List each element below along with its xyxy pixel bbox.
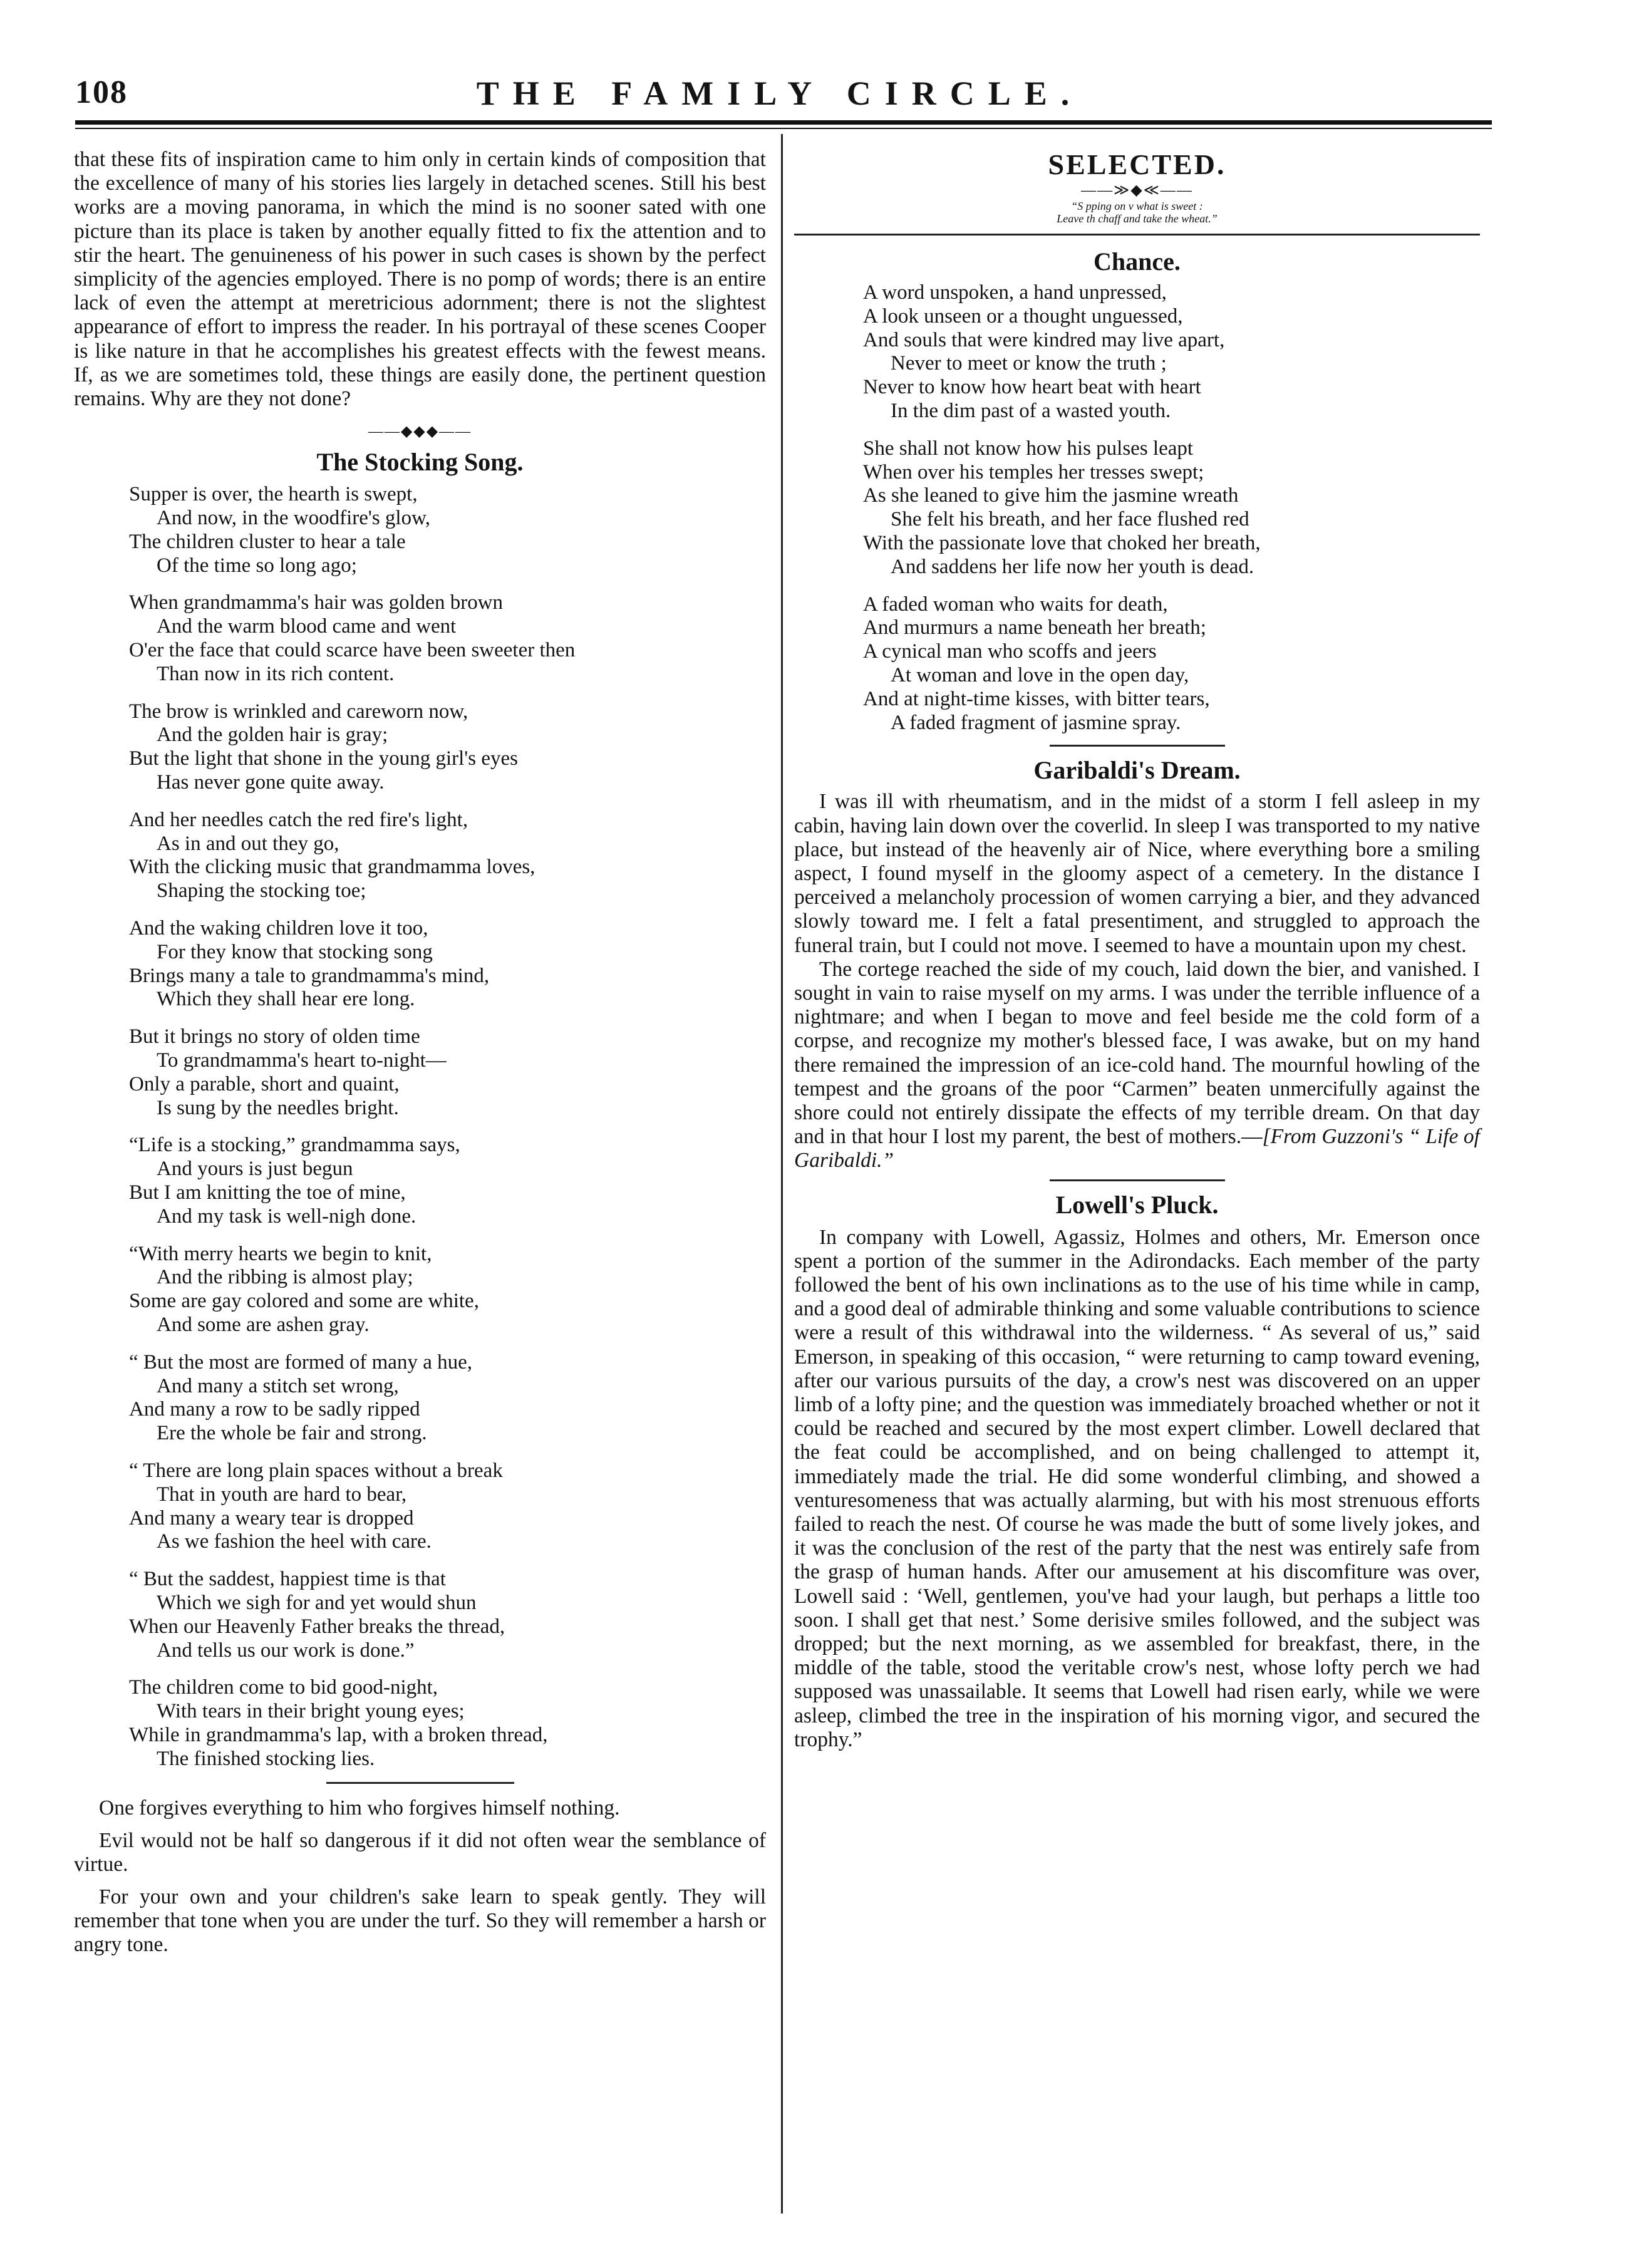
- poem-line: And souls that were kindred may live apart,: [863, 328, 1225, 351]
- poem-line: “ There are long plain spaces without a break: [129, 1459, 503, 1482]
- aphorism: One forgives everything to him who forgives himself nothing.: [99, 1796, 620, 1820]
- poem-line: Supper is over, the hearth is swept,: [129, 483, 418, 506]
- poem-line: Of the time so long ago;: [157, 554, 357, 577]
- garibaldi-source: [From Guzzoni's “ Life of Garibaldi.”: [794, 1125, 1480, 1173]
- poem-line: The children come to bid good-night,: [129, 1676, 438, 1699]
- poem-line: “With merry hearts we begin to knit,: [129, 1242, 432, 1265]
- aphorism: For your own and your children's sake learn to speak gently. They will remember that tone when you are under the turf. So they will remember a harsh or angry tone.: [74, 1885, 766, 1957]
- poem-line: And many a weary tear is dropped: [129, 1506, 414, 1530]
- poem-stanza: [74, 1459, 766, 1554]
- poem-line: Ere the whole be fair and strong.: [157, 1422, 427, 1445]
- poem-stanza: [74, 700, 766, 795]
- poem-stanza: [794, 437, 1480, 579]
- poem-line: That in youth are hard to bear,: [157, 1483, 407, 1506]
- poem-line: “Life is a stocking,” grandmamma says,: [129, 1134, 460, 1157]
- poem-line: “ But the saddest, happiest time is that: [129, 1568, 446, 1591]
- stocking-song-poem: [74, 483, 766, 1771]
- poem-line: Some are gay colored and some are white,: [129, 1290, 479, 1313]
- column-divider: [781, 134, 783, 2214]
- selected-motto-line: “S pping on v what is sweet :: [1071, 200, 1203, 212]
- poem-line: But I am knitting the toe of mine,: [129, 1181, 406, 1204]
- header-rule-thick: [75, 120, 1492, 125]
- poem-line: To grandmamma's heart to-night—: [157, 1049, 447, 1072]
- poem-line: A look unseen or a thought unguessed,: [863, 304, 1183, 328]
- poem-line: Only a parable, short and quaint,: [129, 1072, 400, 1095]
- garibaldi-title: Garibaldi's Dream.: [1033, 756, 1241, 785]
- poem-line: Never to meet or know the truth ;: [891, 352, 1167, 375]
- selected-heading: SELECTED.: [1048, 148, 1226, 180]
- poem-line: And at night-time kisses, with bitter tears,: [863, 687, 1210, 710]
- poem-line: “ But the most are formed of many a hue,: [129, 1350, 472, 1374]
- poem-line: And the waking children love it too,: [129, 916, 428, 940]
- selected-ornament: ——≫◆≪——: [1081, 182, 1193, 199]
- chance-title: Chance.: [1094, 247, 1181, 276]
- poem-stanza: [74, 1243, 766, 1337]
- poem-line: And the ribbing is almost play;: [157, 1266, 413, 1289]
- poem-line: She shall not know how his pulses leapt: [863, 437, 1194, 460]
- poem-line: As in and out they go,: [157, 832, 339, 855]
- poem-line: But the light that shone in the young girl's eyes: [129, 747, 518, 770]
- poem-line: But it brings no story of olden time: [129, 1025, 420, 1049]
- poem-stanza: [74, 1676, 766, 1771]
- poem-line: Which we sigh for and yet would shun: [157, 1591, 477, 1614]
- poem-line: For they know that stocking song: [157, 940, 433, 963]
- poem-line: O'er the face that could scarce have been sweeter then: [129, 639, 576, 662]
- poem-stanza: [74, 809, 766, 903]
- poem-line: And the warm blood came and went: [157, 615, 457, 638]
- aphorism: Evil would not be half so dangerous if it did not often wear the semblance of virtue.: [74, 1829, 766, 1877]
- garibaldi-paragraph: [794, 958, 1480, 1173]
- poem-line: Brings many a tale to grandmamma's mind,: [129, 964, 490, 987]
- section-ornament: ——◆◆◆——: [368, 423, 472, 440]
- journal-title: THE FAMILY CIRCLE.: [476, 75, 1083, 112]
- poem-line: And murmurs a name beneath her breath;: [863, 616, 1206, 639]
- poem-line: A faded woman who waits for death,: [863, 593, 1168, 616]
- poem-line: A cynical man who scoffs and jeers: [863, 640, 1157, 663]
- header-rule-thin: [75, 128, 1492, 129]
- poem-stanza: [74, 1568, 766, 1662]
- cooper-essay-continuation: that these fits of inspiration came to him only in certain kinds of composition that the excellence of many of his stories lies largely in detached scenes. Still his best works are a moving panorama, in which the mind is no sooner sated with one picture than its place is taken by another equally fitted to fix the attention and to stir the heart. The genuineness of his power in such cases is shown by the perfect simplicity of the agencies employed. There is no pomp of words; there is an entire lack of even the attempt at meretricious adornment; there is not the slightest appearance of effort to impress the reader. In his portrayal of these scenes Cooper is like nature in that he accomplishes his greatest effects with the fewest means. If, as we are sometimes told, these things are easily done, the pertinent question remains. Why are they not done?: [74, 148, 766, 411]
- poem-line: At woman and love in the open day,: [891, 663, 1189, 686]
- poem-stanza: [794, 593, 1480, 735]
- poem-line: With the clicking music that grandmamma loves,: [129, 856, 535, 879]
- chance-poem: [794, 281, 1480, 735]
- poem-line: Never to know how heart beat with heart: [863, 376, 1201, 399]
- poem-line: Shaping the stocking toe;: [157, 879, 366, 903]
- poem-line: The children cluster to hear a tale: [129, 530, 406, 553]
- poem-line: With tears in their bright young eyes;: [157, 1700, 465, 1723]
- right-column: [794, 148, 1480, 1752]
- poem-stanza: [74, 591, 766, 686]
- poem-line: And tells us our work is done.”: [157, 1639, 415, 1662]
- poem-stanza: [794, 281, 1480, 423]
- poem-line: And yours is just begun: [157, 1157, 353, 1181]
- poem-line: When grandmamma's hair was golden brown: [129, 591, 504, 614]
- poem-line: Than now in its rich content.: [157, 662, 395, 685]
- garibaldi-paragraph-text: The cortege reached the side of my couch, laid down the bier, and vanished. I sought in vain to raise myself on my arms. I was under the terrible influence of a nightmare; and when I began to move and feel beside me the cold form of a corpse, and recognize my mother's blessed face, I was awake, but on my hand there remained the impression of an ice-cold hand. The mournful howling of the tempest and the groans of the poor “Carmen” beaten unmercifully against the shore could not entirely dissipate the effects of my terrible dream. On that day and in that hour I lost my parent, the best of mothers.—: [794, 957, 1480, 1149]
- poem-line: While in grandmamma's lap, with a broken thread,: [129, 1723, 548, 1746]
- poem-line: And many a row to be sadly ripped: [129, 1398, 420, 1421]
- poem-line: When over his temples her tresses swept;: [863, 460, 1204, 484]
- poem-stanza: [74, 1134, 766, 1228]
- page-header: [75, 74, 1484, 118]
- page-number: 108: [75, 75, 128, 110]
- poem-line: Has never gone quite away.: [157, 771, 385, 794]
- stocking-song-title: The Stocking Song.: [316, 448, 524, 477]
- poem-line: Which they shall hear ere long.: [157, 988, 415, 1011]
- poem-line: And my task is well-nigh done.: [157, 1204, 416, 1228]
- selected-motto-line: Leave th chaff and take the wheat.”: [1057, 212, 1218, 225]
- poem-line: A word unspoken, a hand unpressed,: [863, 281, 1167, 304]
- lowell-paragraph: In company with Lowell, Agassiz, Holmes and others, Mr. Emerson once spent a portion of the summer in the Adirondacks. Each member of the party followed the bent of his own inclinations as to the use of his time while in camp, and a good deal of admirable thinking and some valuable contributions to science were a result of this withdrawal into the wilderness. “ As several of us,” said Emerson, in speaking of this occasion, “ were returning to camp toward evening, after our various pursuits of the day, a crow's nest was discovered on an upper limb of a lofty pine; and the question was immediately broached whether or not it could be reached and secured by the most expert climber. Lowell declared that the feat could be accomplished, and on being challenged to attempt it, immediately made the trial. He did some wonderful climbing, and showed a venturesomeness that was actually alarming, but with his most strenuous efforts failed to reach the nest. Of course he was made the butt of some lively jokes, and it was the conclusion of the rest of the party that the nest was entirely safe from the grasp of human hands. After our amusement at his discomfiture was over, Lowell said : ‘Well, gentlemen, you've had your laugh, but perhaps a little too soon. I shall get that nest.’ Some derisive smiles followed, and the subject was dropped; but the next morning, as we assembled for breakfast, there, in the middle of the table, stood the veritable crow's nest, whose lofty perch we had supposed was unassailable. It seems that Lowell had risen early, while we were asleep, climbed the tree in the inspiration of his morning vigor, and secured the trophy.”: [794, 1225, 1480, 1751]
- poem-line: With the passionate love that choked her breath,: [863, 531, 1261, 554]
- poem-line: She felt his breath, and her face flushed red: [891, 508, 1249, 531]
- poem-line: The brow is wrinkled and careworn now,: [129, 700, 468, 723]
- lowell-title: Lowell's Pluck.: [1055, 1190, 1219, 1219]
- poem-line: When our Heavenly Father breaks the thread,: [129, 1615, 505, 1638]
- poem-line: And the golden hair is gray;: [157, 723, 388, 747]
- poem-line: Is sung by the needles bright.: [157, 1096, 399, 1119]
- poem-line: And some are ashen gray.: [157, 1313, 370, 1336]
- poem-line: And now, in the woodfire's glow,: [157, 507, 431, 530]
- left-column: [74, 148, 766, 1965]
- poem-stanza: [74, 1025, 766, 1120]
- poem-stanza: [74, 483, 766, 577]
- poem-line: As she leaned to give him the jasmine wreath: [863, 484, 1239, 507]
- garibaldi-paragraph: I was ill with rheumatism, and in the midst of a storm I fell asleep in my cabin, having lain down over the coverlid. In sleep I was transported to my native place, but instead of the heavenly air of Nice, where everything bore a smiling aspect, I found myself in the gloomy aspect of a cemetery. In the distance I perceived a melancholy procession of women carrying a bier, and they advanced slowly toward me. I felt a fatal presentiment, and struggled to approach the funeral train, but I could not move. I seemed to have a mountain upon my chest.: [794, 790, 1480, 957]
- poem-line: A faded fragment of jasmine spray.: [891, 711, 1181, 734]
- poem-line: The finished stocking lies.: [157, 1747, 375, 1770]
- poem-line: As we fashion the heel with care.: [157, 1530, 432, 1553]
- poem-stanza: [74, 917, 766, 1012]
- poem-line: And saddens her life now her youth is dead.: [891, 555, 1254, 578]
- poem-line: And many a stitch set wrong,: [157, 1374, 399, 1397]
- poem-line: And her needles catch the red fire's light,: [129, 808, 468, 831]
- poem-stanza: [74, 1351, 766, 1446]
- poem-line: In the dim past of a wasted youth.: [891, 399, 1171, 422]
